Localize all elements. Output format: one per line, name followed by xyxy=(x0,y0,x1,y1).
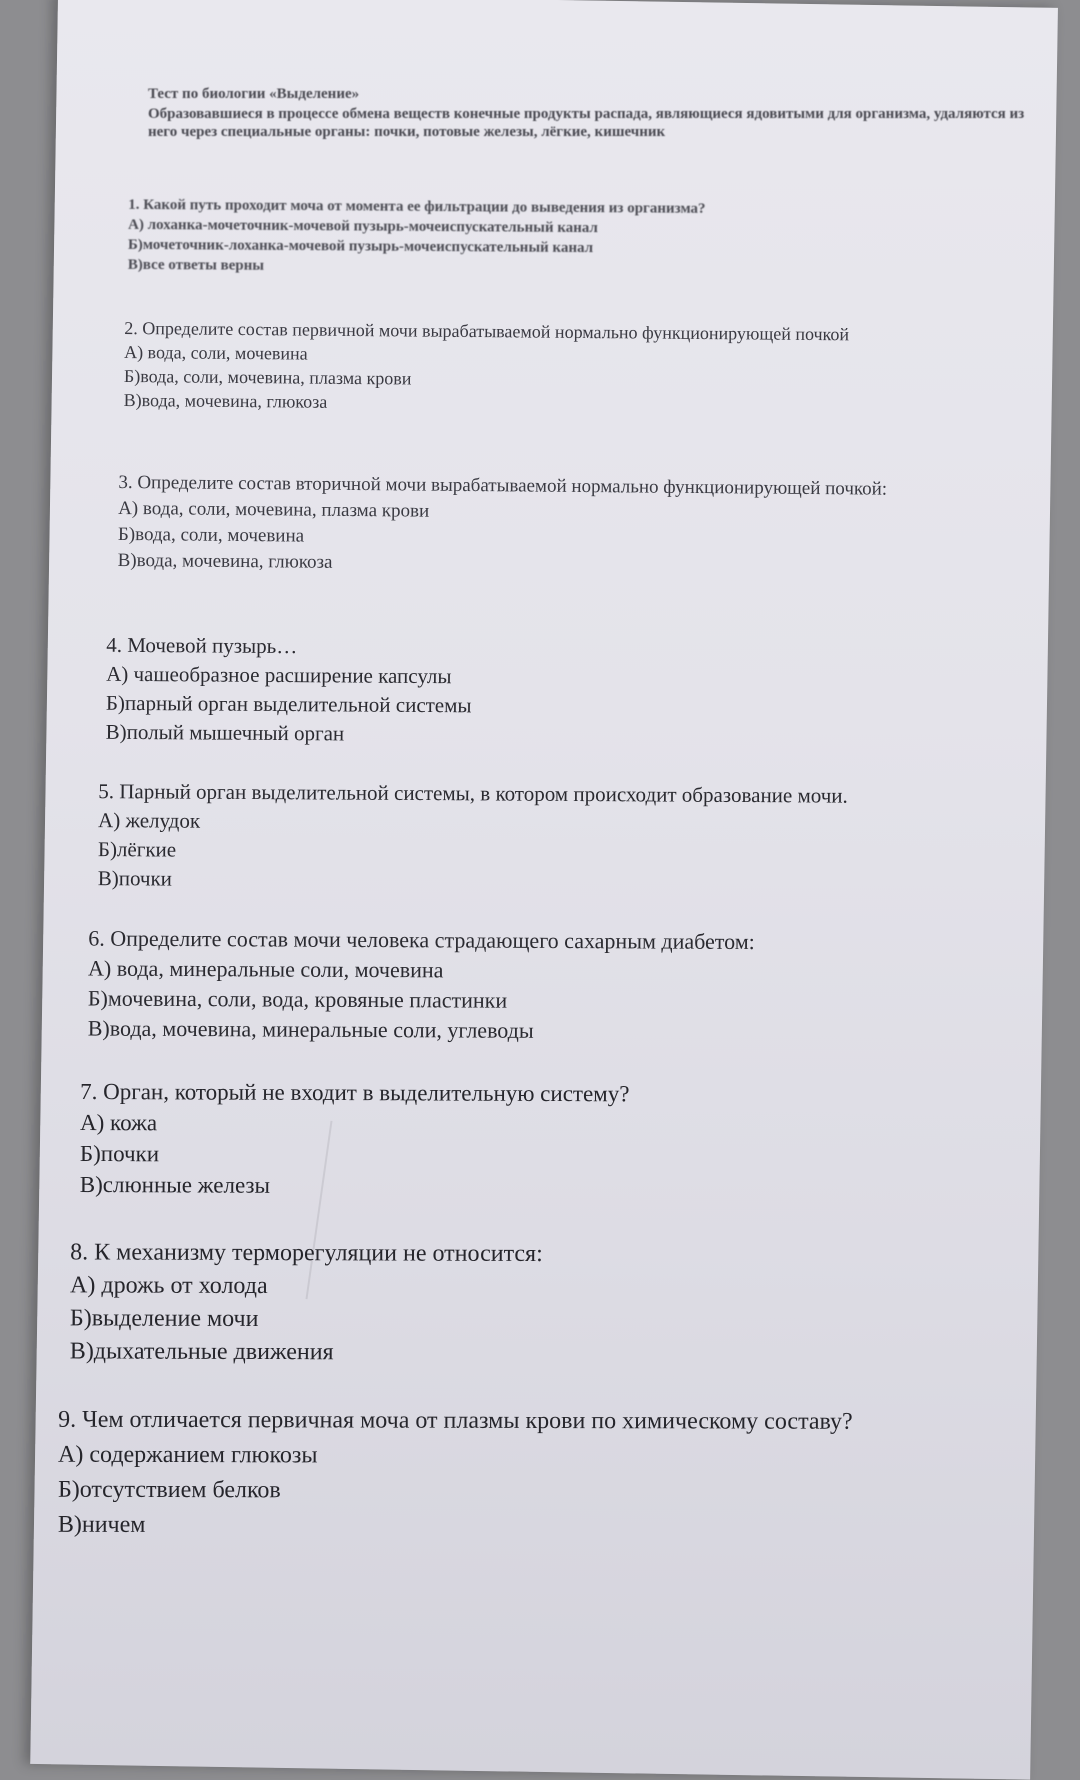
answer-option: Б)отсутствием белков xyxy=(57,1476,281,1504)
question-text: 5. Парный орган выделительной системы, в котором происходит образование мочи. xyxy=(98,779,848,808)
answer-option: Б)мочевина, соли, вода, кровяные пластинки xyxy=(87,985,508,1013)
question-text: 8. К механизму терморегуляции не относится: xyxy=(70,1239,543,1268)
question-text: 3. Определите состав вторичной мочи вырабатываемой нормально функционирующей почкой: xyxy=(118,471,888,500)
answer-option: Б)почки xyxy=(79,1140,160,1167)
answer-option: А) желудок xyxy=(98,808,201,833)
question-text: 1. Какой путь проходит моча от момента ее фильтрации до выведения из организма? xyxy=(128,196,706,217)
question-text: 2. Определите состав первичной мочи вырабатываемой нормально функционирующей почкой xyxy=(124,317,850,345)
answer-option: В)вода, мочевина, минеральные соли, углеводы xyxy=(87,1015,534,1043)
question-7 xyxy=(80,1076,1021,1204)
answer-option: А) дрожь от холода xyxy=(70,1272,268,1300)
question-4 xyxy=(106,631,1027,753)
question-9 xyxy=(58,1403,1038,1546)
answer-option: Б)вода, соли, мочевина, плазма крови xyxy=(123,365,412,389)
question-text: 4. Мочевой пузырь… xyxy=(106,632,298,659)
answer-option: А) лоханка-мочеточник-мочевой пузырь-мочеиспускательный канал xyxy=(128,216,598,237)
question-6 xyxy=(88,924,1029,1049)
answer-option: В)дыхательные движения xyxy=(69,1338,334,1366)
question-text: 9. Чем отличается первичная моча от плазмы крови по химическому составу? xyxy=(58,1406,853,1435)
answer-option: В)вода, мочевина, глюкоза xyxy=(117,549,333,573)
answer-option: В)почки xyxy=(97,866,173,891)
question-3 xyxy=(118,470,1049,582)
answer-option: А) вода, минеральные соли, мочевина xyxy=(88,955,444,983)
answer-option: Б)вода, соли, мочевина xyxy=(117,523,305,547)
answer-option: А) вода, соли, мочевина xyxy=(124,341,308,364)
answer-option: В)ничем xyxy=(57,1511,146,1538)
answer-option: В)полый мышечный орган xyxy=(105,719,345,746)
answer-option: В)вода, мочевина, глюкоза xyxy=(123,389,328,412)
answer-option: В)все ответы верны xyxy=(127,256,265,274)
question-8 xyxy=(70,1236,1010,1371)
answer-option: Б)парный орган выделительной системы xyxy=(105,690,472,718)
question-2 xyxy=(124,316,1045,420)
document-intro: Образовавшиеся в процессе обмена веществ конечные продукты распада, являющиеся ядовитыми для организма, удаляются из него через специальные органы: почки, потовые железы, лёгкие, кишечник xyxy=(148,106,1025,140)
answer-option: А) вода, соли, мочевина, плазма крови xyxy=(118,497,430,522)
answer-option: В)слюнные железы xyxy=(79,1171,271,1198)
answer-option: Б)лёгкие xyxy=(97,837,177,862)
question-5 xyxy=(98,777,1059,899)
question-text: 6. Определите состав мочи человека страдающего сахарным диабетом: xyxy=(88,925,755,955)
answer-option: А) содержанием глюкозы xyxy=(58,1441,318,1469)
document-header xyxy=(148,86,1048,141)
question-text: 7. Орган, который не входит в выделительную систему? xyxy=(80,1078,630,1107)
answer-option: Б)выделение мочи xyxy=(69,1305,259,1333)
answer-option: А) чашеобразное расширение капсулы xyxy=(106,661,452,689)
question-1 xyxy=(128,195,1029,281)
document-title: Тест по биологии «Выделение» xyxy=(148,86,360,102)
answer-option: А) кожа xyxy=(80,1109,158,1136)
answer-option: Б)мочеточник-лоханка-мочевой пузырь-мочеиспускательный канал xyxy=(127,236,594,257)
